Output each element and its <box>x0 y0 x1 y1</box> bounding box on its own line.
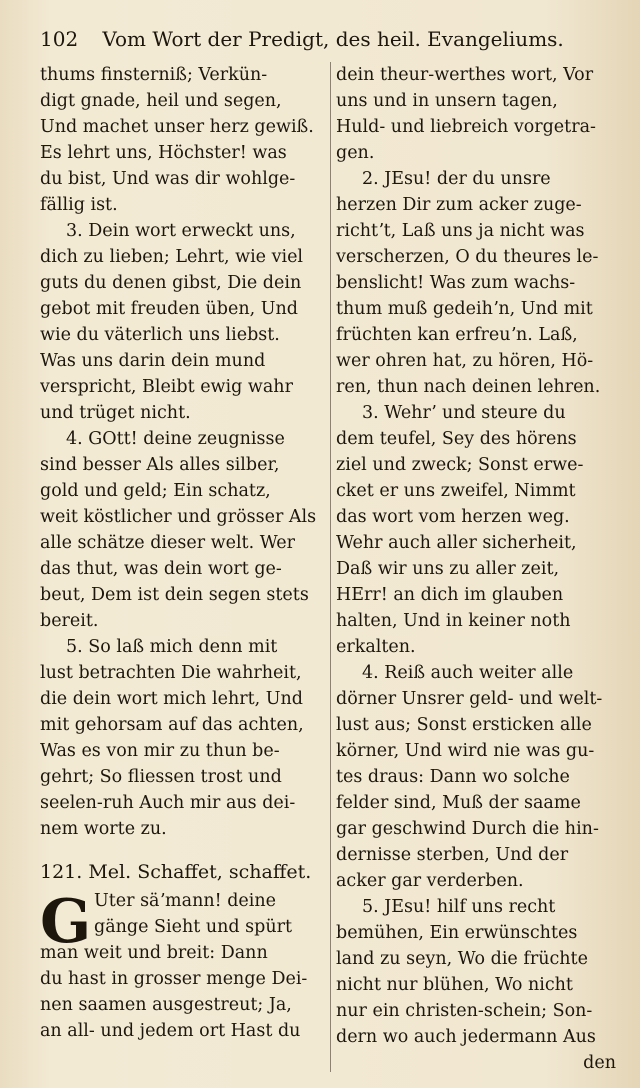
verse-start: 3. Wehrʼ und steure du <box>362 403 566 423</box>
text-line: Wehr auch aller sicherheit, <box>336 533 577 553</box>
text-line: dein theur-werthes wort, Vor <box>336 65 594 85</box>
text-line: Daß wir uns zu aller zeit, <box>336 559 560 579</box>
right-column <box>336 62 616 1072</box>
text-line: wer ohren hat, zu hören, Hö- <box>336 351 594 371</box>
text-line: herzen Dir zum acker zuge- <box>336 195 582 215</box>
column-divider <box>330 62 331 1072</box>
hymn-heading: 121. Mel. Schaffet, schaffet. <box>40 861 312 883</box>
left-column <box>40 62 324 1072</box>
text-line: alle schätze dieser welt. Wer <box>40 533 295 553</box>
text-line: thums finsterniß; Verkün- <box>40 65 268 85</box>
page-number: 102 <box>40 27 79 51</box>
text-line: uns und in unsern tagen, <box>336 91 558 111</box>
text-line: Huld- und liebreich vorgetra- <box>336 117 596 137</box>
verse-start: 4. Reiß auch weiter alle <box>362 663 574 683</box>
text-line: digt gnade, heil und segen, <box>40 91 282 111</box>
text-line: seelen-ruh Auch mir aus dei- <box>40 793 296 813</box>
text-line: dörner Unsrer geld- und welt- <box>336 689 603 709</box>
text-line: früchten kan erfreuʼn. Laß, <box>336 325 578 345</box>
text-line: Was uns darin dein mund <box>40 351 266 371</box>
text-line: land zu seyn, Wo die früchte <box>336 949 588 969</box>
text-line: weit köstlicher und grösser Als <box>40 507 317 527</box>
text-line: dem teufel, Sey des hörens <box>336 429 577 449</box>
text-line: Es lehrt uns, Höchster! was <box>40 143 287 163</box>
text-line: benslicht! Was zum wachs- <box>336 273 576 293</box>
text-line: cket er uns zweifel, Nimmt <box>336 481 576 501</box>
text-line: die dein wort mich lehrt, Und <box>40 689 303 709</box>
text-line: mit gehorsam auf das achten, <box>40 715 304 735</box>
verse-start: 3. Dein wort erweckt uns, <box>66 221 296 241</box>
text-line: felder sind, Muß der saame <box>336 793 581 813</box>
text-line: gold und geld; Ein schatz, <box>40 481 271 501</box>
text-line: das wort vom herzen weg. <box>336 507 570 527</box>
text-line: an all- und jedem ort Hast du <box>40 1021 301 1041</box>
text-line: gebot mit freuden üben, Und <box>40 299 298 319</box>
verse-start: 5. So laß mich denn mit <box>66 637 278 657</box>
text-line: gar geschwind Durch die hin- <box>336 819 599 839</box>
text-line: verspricht, Bleibt ewig wahr <box>40 377 293 397</box>
text-line: lust aus; Sonst ersticken alle <box>336 715 592 735</box>
text-line: Uter säʼmann! deine <box>94 891 276 911</box>
text-line: tes draus: Dann wo solche <box>336 767 570 787</box>
drop-cap-initial: G <box>40 887 92 957</box>
text-line: dernisse sterben, Und der <box>336 845 569 865</box>
text-line: du bist, Und was dir wohlge- <box>40 169 296 189</box>
text-line: und trüget nicht. <box>40 403 191 423</box>
text-line: richtʼt, Laß uns ja nicht was <box>336 221 585 241</box>
text-line: acker gar verderben. <box>336 871 524 891</box>
text-line: nen saamen ausgestreut; Ja, <box>40 995 292 1015</box>
running-title: Vom Wort der Predigt, des heil. Evangeliums. <box>102 27 564 51</box>
text-line: gehrt; So fliessen trost und <box>40 767 282 787</box>
text-line: nur ein christen-schein; Son- <box>336 1001 593 1021</box>
text-line: wie du väterlich uns liebst. <box>40 325 280 345</box>
text-line: dich zu lieben; Lehrt, wie viel <box>40 247 304 267</box>
text-line: das thut, was dein wort ge- <box>40 559 282 579</box>
text-line: beut, Dem ist dein segen stets <box>40 585 309 605</box>
text-line: du hast in grosser menge Dei- <box>40 969 308 989</box>
text-line: bemühen, Ein erwünschtes <box>336 923 578 943</box>
text-line: bereit. <box>40 611 99 631</box>
verse-start: 2. JEsu! der du unsre <box>362 169 551 189</box>
text-line: thum muß gedeihʼn, Und mit <box>336 299 593 319</box>
text-line: man weit und breit: Dann <box>40 943 268 963</box>
text-line: guts du denen gibst, Die dein <box>40 273 302 293</box>
verse-start: 5. JEsu! hilf uns recht <box>362 897 556 917</box>
text-line: nem worte zu. <box>40 819 167 839</box>
text-line: Und machet unser herz gewiß. <box>40 117 314 137</box>
text-line: körner, Und wird nie was gu- <box>336 741 595 761</box>
verse-start: 4. GOtt! deine zeugnisse <box>66 429 285 449</box>
page-header <box>40 20 620 58</box>
catchword: den <box>583 1053 616 1072</box>
text-line: gänge Sieht und spürt <box>94 917 292 937</box>
hymn-opening <box>40 888 324 1044</box>
text-line: gen. <box>336 143 375 163</box>
text-line: nicht nur blühen, Wo nicht <box>336 975 573 995</box>
text-line: ren, thun nach deinen lehren. <box>336 377 601 397</box>
text-line: HErr! an dich im glauben <box>336 585 564 605</box>
text-line: halten, Und in keiner noth <box>336 611 571 631</box>
text-line: Was es von mir zu thun be- <box>40 741 280 761</box>
text-line: fällig ist. <box>40 195 118 215</box>
text-line: ziel und zweck; Sonst erwe- <box>336 455 584 475</box>
text-line: lust betrachten Die wahrheit, <box>40 663 302 683</box>
text-line: sind besser Als alles silber, <box>40 455 280 475</box>
text-line: erkalten. <box>336 637 416 657</box>
text-line: dern wo auch jedermann Aus <box>336 1027 596 1047</box>
text-line: verscherzen, O du theures le- <box>336 247 599 267</box>
